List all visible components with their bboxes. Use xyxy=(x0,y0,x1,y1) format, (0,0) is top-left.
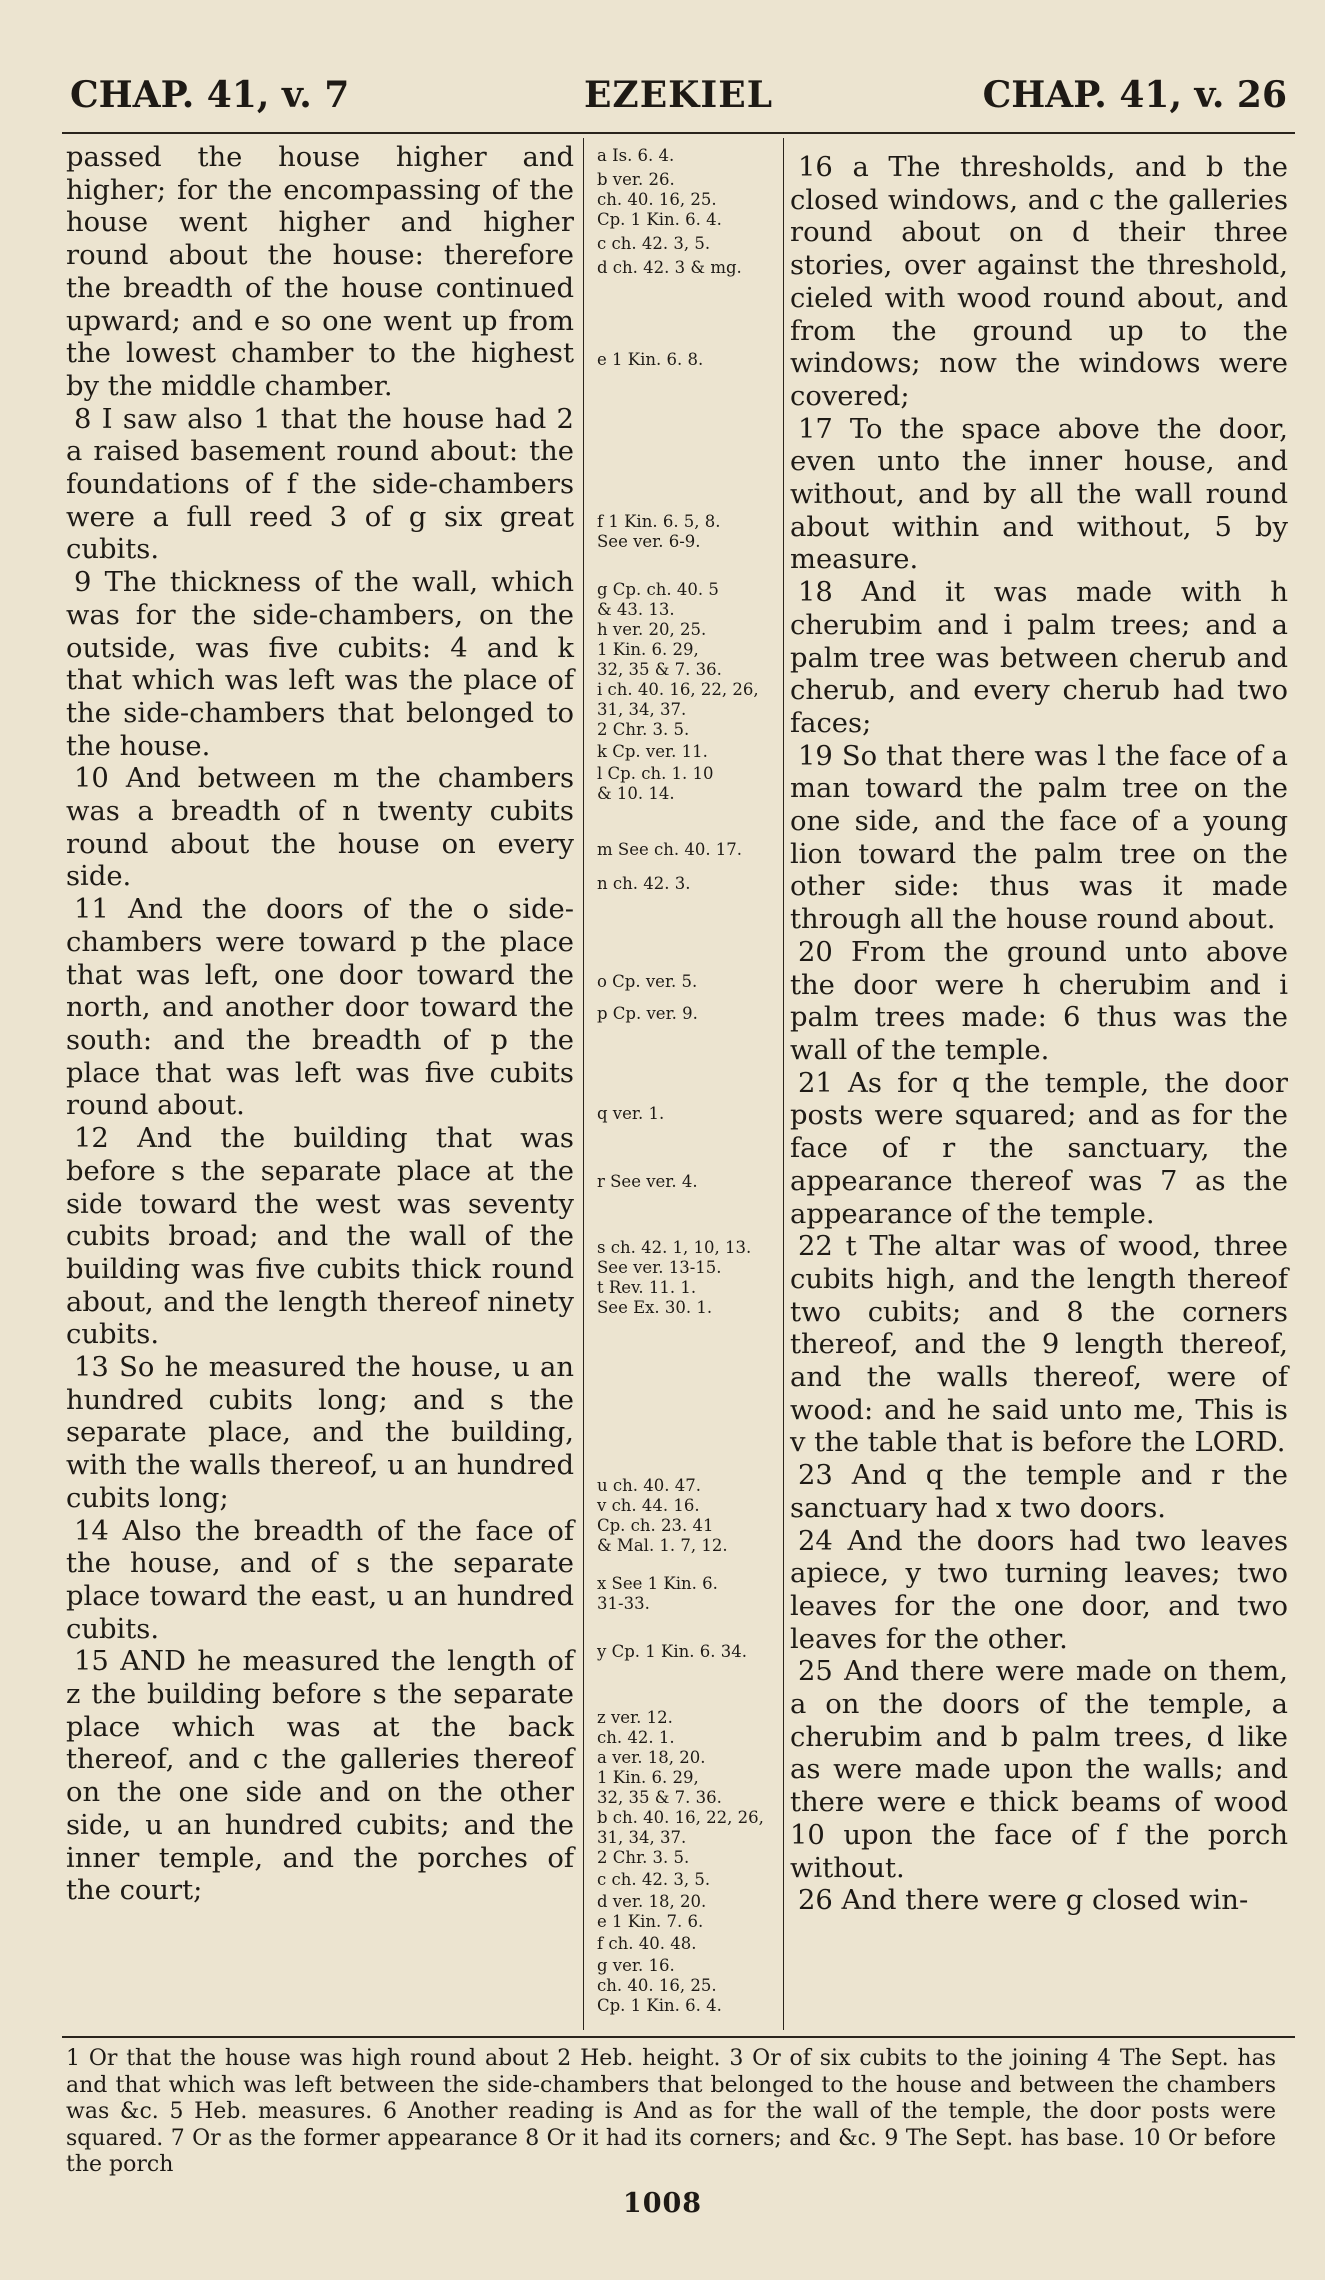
cross-reference: z ver. 12. xyxy=(597,1708,673,1727)
cross-reference: p Cp. ver. 9. xyxy=(597,1004,698,1023)
cross-reference: 32, 35 & 7. 36. xyxy=(597,1788,722,1807)
verse-14: 14 Also the breadth of the face of the house, and of s the separate place toward the east, u an hundred cubits. xyxy=(66,1515,574,1645)
verse-20: 20 From the ground unto above the door were h cherubim and i palm trees made: 6 thus was the wall of the temple. xyxy=(790,936,1288,1066)
header-rule xyxy=(62,132,1295,134)
footnotes: 1 Or that the house was high round about 2 Heb. height. 3 Or of six cubits to the joining 4 The Sept. has and that which was left between the side-chambers that belonged to the house and between the chambers was &c. 5 Heb. measures. 6 Another reading is And as for the wall of the temple, the door posts were squared. 7 Or as the former appearance 8 Or it had its corners; and &c. 9 The Sept. has base. 10 Or before the porch xyxy=(66,2046,1276,2177)
verse-18: 18 And it was made with h cherubim and i palm trees; and a palm tree was between cherub and cherub, and every cherub had two faces; xyxy=(790,577,1288,739)
column-divider-left xyxy=(583,138,584,2030)
cross-reference: h ver. 20, 25. xyxy=(597,620,707,639)
verse-23: 23 And q the temple and r the sanctuary had x two doors. xyxy=(790,1460,1288,1524)
header-left-reference: CHAP. 41, v. 7 xyxy=(70,74,350,116)
cross-reference: l Cp. ch. 1. 10 xyxy=(597,764,714,783)
verse-12: 12 And the building that was before s the separate place at the side toward the west was seventy cubits broad; and the wall of the building was five cubits thick round about, and the length thereof ninety cubits. xyxy=(66,1123,574,1351)
cross-reference: a Is. 6. 4. xyxy=(597,146,675,165)
cross-reference: g ver. 16. xyxy=(597,1956,675,1975)
cross-reference-column xyxy=(593,146,779,2026)
cross-reference: & 43. 13. xyxy=(597,600,675,619)
cross-reference: n ch. 42. 3. xyxy=(597,874,691,893)
cross-reference: b ver. 26. xyxy=(597,170,675,189)
cross-reference: x See 1 Kin. 6. xyxy=(597,1574,718,1593)
verse-11: 11 And the doors of the o side-chambers were toward p the place that was left, one door toward the north, and another door toward the south: and the breadth of p the place that was left was five cubits round about. xyxy=(66,894,574,1122)
cross-reference: & Mal. 1. 7, 12. xyxy=(597,1536,728,1555)
cross-reference: y Cp. 1 Kin. 6. 34. xyxy=(597,1642,747,1661)
cross-reference: 31, 34, 37. xyxy=(597,1828,687,1847)
cross-reference: f 1 Kin. 6. 5, 8. xyxy=(597,512,721,531)
cross-reference: 1 Kin. 6. 29, xyxy=(597,640,699,659)
verse-8: 8 I saw also 1 that the house had 2 a raised basement round about: the foundations of f the side-chambers were a full reed 3 of g six great cubits. xyxy=(66,403,574,566)
cross-reference: r See ver. 4. xyxy=(597,1172,698,1191)
verse-24: 24 And the doors had two leaves apiece, y two turning leaves; two leaves for the one door, and two leaves for the other. xyxy=(790,1525,1288,1655)
cross-reference: c ch. 42. 3, 5. xyxy=(597,234,711,253)
verse-17: 17 To the space above the door, even unto the inner house, and without, and by all the wall round about within and without, 5 by measure. xyxy=(790,413,1288,576)
cross-reference: d ver. 18, 20. xyxy=(597,1892,707,1911)
book-title: EZEKIEL xyxy=(583,74,774,116)
verse-16: 16 a The thresholds, and b the closed windows, and c the galleries round about on d their three stories, over against the threshold, cieled with wood round about, and from the ground up to the windows; now the windows were covered; xyxy=(790,152,1288,412)
cross-reference: u ch. 40. 47. xyxy=(597,1476,701,1495)
cross-reference: Cp. 1 Kin. 6. 4. xyxy=(597,210,722,229)
cross-reference: c ch. 42. 3, 5. xyxy=(597,1870,711,1889)
cross-reference: b ch. 40. 16, 22, 26, xyxy=(597,1808,764,1827)
cross-reference: 2 Chr. 3. 5. xyxy=(597,720,690,739)
cross-reference: & 10. 14. xyxy=(597,784,675,803)
verse-9: 9 The thickness of the wall, which was for the side-chambers, on the outside, was five cubits: 4 and k that which was left was the place of the side-chambers that belonged to the house. xyxy=(66,567,574,762)
verse-26-start: 26 And there were g closed win- xyxy=(798,1885,1249,1917)
cross-reference: s ch. 42. 1, 10, 13. xyxy=(597,1238,752,1257)
cross-reference: ch. 40. 16, 25. xyxy=(597,1976,717,1995)
cross-reference: m See ch. 40. 17. xyxy=(597,840,743,859)
cross-reference: 1 Kin. 6. 29, xyxy=(597,1768,699,1787)
cross-reference: v ch. 44. 16. xyxy=(597,1496,700,1515)
left-text-column xyxy=(66,142,574,1908)
cross-reference: Cp. ch. 23. 41 xyxy=(597,1516,714,1535)
verse-19: 19 So that there was l the face of a man toward the palm tree on the one side, and the face of a young lion toward the palm tree on the other side: thus was it made through all the house round about. xyxy=(790,740,1288,936)
verse-22: 22 t The altar was of wood, three cubits high, and the length thereof two cubits; and 8 the corners thereof, and the 9 length thereof, and the walls thereof, were of wood: and he said unto me, This is v the table that is before the LORD. xyxy=(790,1231,1288,1459)
verse-15: 15 AND he measured the length of z the building before s the separate place which was at the back thereof, and c the galleries thereof on the one side and on the other side, u an hundred cubits; and the inner temple, and the porches of the court; xyxy=(66,1646,574,1907)
cross-reference: k Cp. ver. 11. xyxy=(597,742,708,761)
running-header xyxy=(70,72,1287,126)
cross-reference: See ver. 6-9. xyxy=(597,532,701,551)
header-right-reference: CHAP. 41, v. 26 xyxy=(982,74,1287,116)
cross-reference: e 1 Kin. 7. 6. xyxy=(597,1912,704,1931)
cross-reference: o Cp. ver. 5. xyxy=(597,972,698,991)
cross-reference: ch. 40. 16, 25. xyxy=(597,190,717,209)
page-number: 1008 xyxy=(622,2188,703,2219)
cross-reference: See Ex. 30. 1. xyxy=(597,1298,713,1317)
cross-reference: a ver. 18, 20. xyxy=(597,1748,706,1767)
cross-reference: Cp. 1 Kin. 6. 4. xyxy=(597,1996,722,2015)
cross-reference: q ver. 1. xyxy=(597,1104,665,1123)
cross-reference: 32, 35 & 7. 36. xyxy=(597,660,722,679)
cross-reference: ch. 42. 1. xyxy=(597,1728,675,1747)
cross-reference: 31-33. xyxy=(597,1594,650,1613)
cross-reference: t Rev. 11. 1. xyxy=(597,1278,697,1297)
verse-21: 21 As for q the temple, the door posts were squared; and as for the face of r the sanctuary, the appearance thereof was 7 as the appearance of the temple. xyxy=(790,1067,1288,1230)
cross-reference: g Cp. ch. 40. 5 xyxy=(597,580,719,599)
verse-13: 13 So he measured the house, u an hundred cubits long; and s the separate place, and the building, with the walls thereof, u an hundred cubits long; xyxy=(66,1352,574,1514)
cross-reference: 2 Chr. 3. 5. xyxy=(597,1848,690,1867)
cross-reference: d ch. 42. 3 & mg. xyxy=(597,258,742,277)
footnote-rule xyxy=(62,2036,1295,2038)
cross-reference: f ch. 40. 48. xyxy=(597,1934,697,1953)
cross-reference: i ch. 40. 16, 22, 26, xyxy=(597,680,759,699)
verse-7-continued: passed the house higher and higher; for the encompassing of the house went higher and higher round about the house: therefore the breadth of the house continued upward; and e so one went up from the lowest chamber to the highest by the middle chamber. xyxy=(66,142,574,402)
column-divider-right xyxy=(783,138,784,2030)
right-text-column xyxy=(790,152,1288,1918)
verse-10: 10 And between m the chambers was a breadth of n twenty cubits round about the house on every side. xyxy=(66,763,574,893)
cross-reference: 31, 34, 37. xyxy=(597,700,687,719)
cross-reference: e 1 Kin. 6. 8. xyxy=(597,350,704,369)
verse-25: 25 And there were made on them, a on the doors of the temple, a cherubim and b palm trees, d like as were made upon the walls; and there were e thick beams of wood 10 upon the face of f the porch without. xyxy=(790,1656,1288,1884)
cross-reference: See ver. 13-15. xyxy=(597,1258,722,1277)
